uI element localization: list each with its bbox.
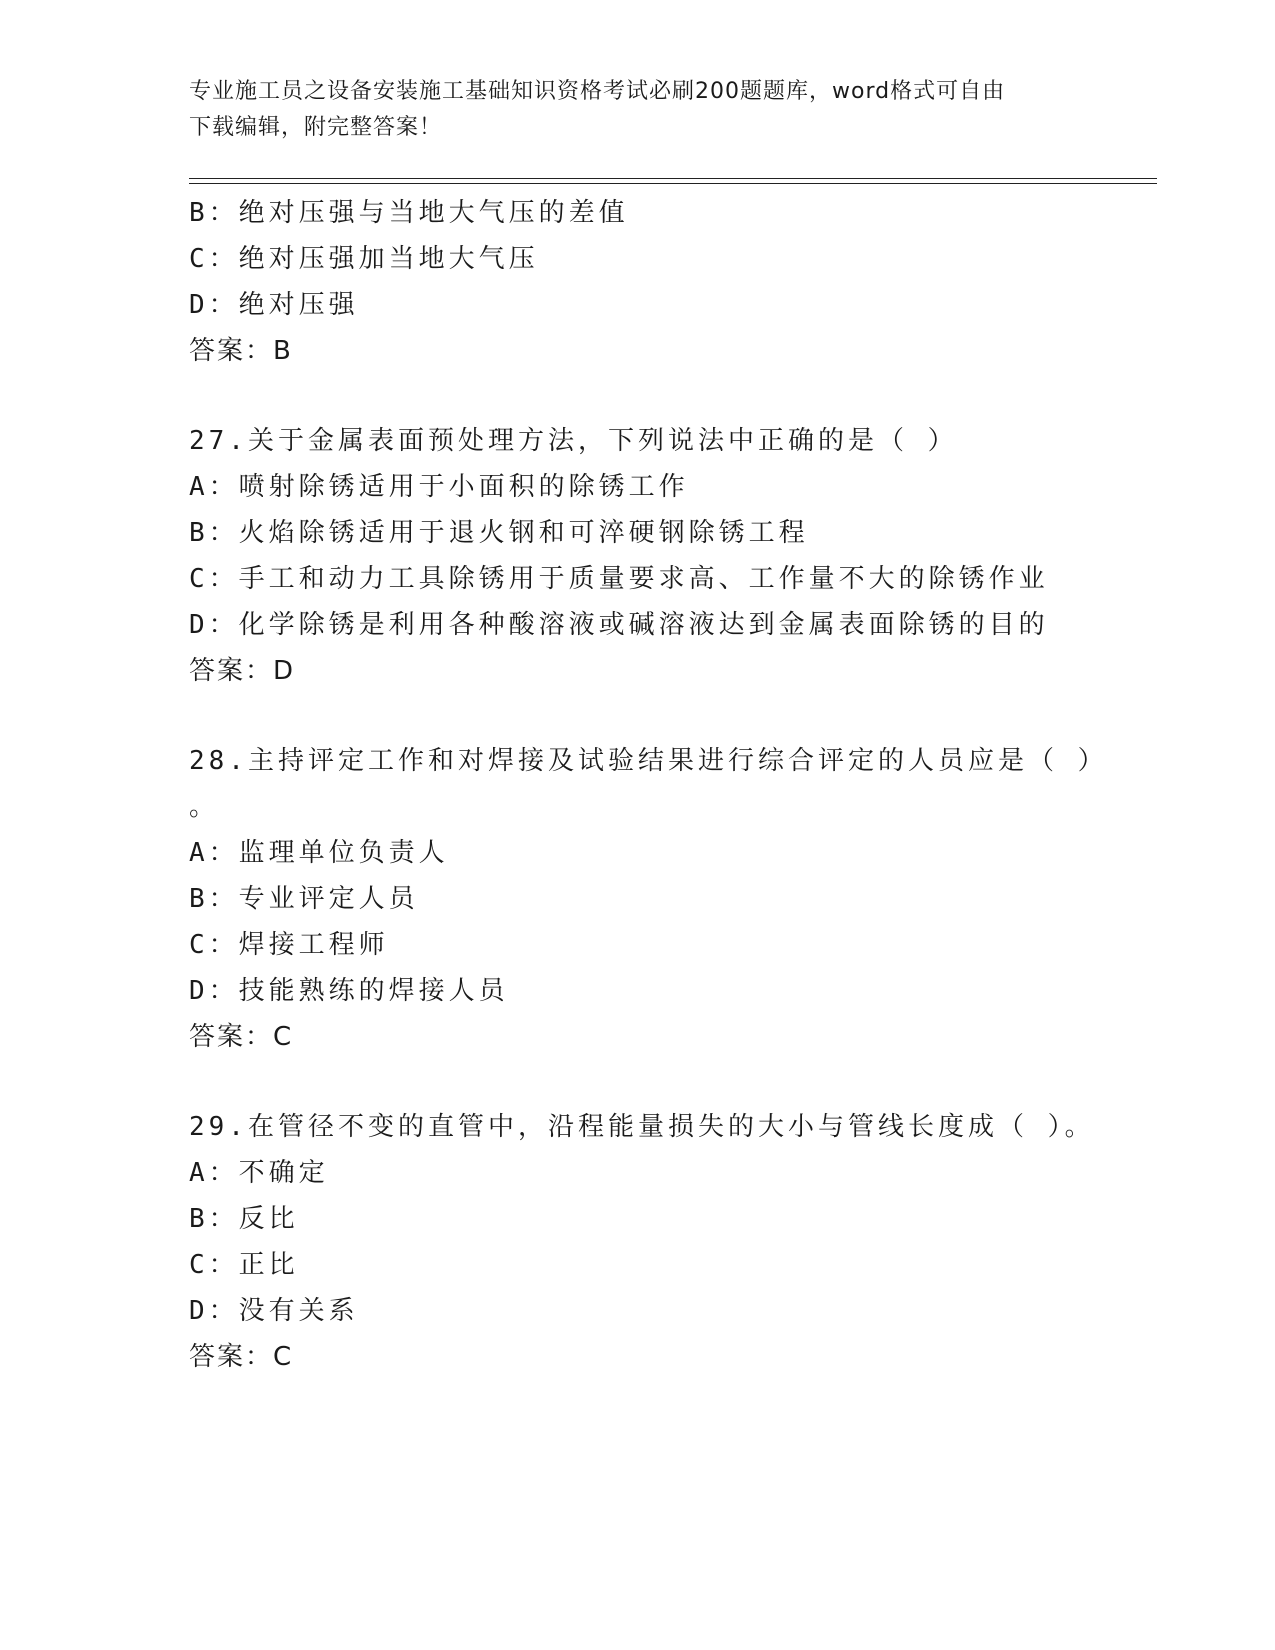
- option-d: D：没有关系: [189, 1296, 359, 1326]
- question-text: 29.在管径不变的直管中，沿程能量损失的大小与管线长度成（ ）。: [189, 1112, 1095, 1142]
- question-text-continued: 。: [189, 792, 220, 822]
- option-d: D：技能熟练的焊接人员: [189, 976, 509, 1006]
- option-d: D：绝对压强: [189, 290, 359, 320]
- page-header: [189, 74, 1089, 146]
- question-26-tail: [189, 190, 1157, 374]
- option-c: C：手工和动力工具除锈用于质量要求高、工作量不大的除锈作业: [189, 564, 1049, 594]
- question-text: 27.关于金属表面预处理方法，下列说法中正确的是（ ）: [189, 426, 958, 456]
- header-line-2: 下载编辑，附完整答案！: [189, 115, 443, 140]
- question-list: [189, 190, 1157, 1380]
- option-c: C：正比: [189, 1250, 299, 1280]
- question-27: [189, 418, 1157, 694]
- option-b: B：火焰除锈适用于退火钢和可淬硬钢除锈工程: [189, 518, 809, 548]
- spacer: [189, 1060, 1157, 1104]
- question-28: [189, 738, 1157, 1060]
- answer: 答案：D: [189, 656, 296, 686]
- header-line-1: 专业施工员之设备安装施工基础知识资格考试必刷200题题库，word格式可自由: [189, 79, 1006, 104]
- answer: 答案：C: [189, 1342, 294, 1372]
- option-b: B：反比: [189, 1204, 299, 1234]
- option-c: C：焊接工程师: [189, 930, 389, 960]
- header-rule-bottom: [189, 183, 1157, 184]
- spacer: [189, 694, 1157, 738]
- header-rule-top: [189, 178, 1157, 179]
- option-b: B：专业评定人员: [189, 884, 419, 914]
- option-c: C：绝对压强加当地大气压: [189, 244, 539, 274]
- answer: 答案：B: [189, 336, 293, 366]
- question-29: [189, 1104, 1157, 1380]
- option-b: B：绝对压强与当地大气压的差值: [189, 198, 629, 228]
- question-text: 28.主持评定工作和对焊接及试验结果进行综合评定的人员应是（ ）: [189, 746, 1108, 776]
- spacer: [189, 374, 1157, 418]
- option-a: A：监理单位负责人: [189, 838, 449, 868]
- answer: 答案：C: [189, 1022, 294, 1052]
- option-a: A：喷射除锈适用于小面积的除锈工作: [189, 472, 689, 502]
- option-d: D：化学除锈是利用各种酸溶液或碱溶液达到金属表面除锈的目的: [189, 610, 1049, 640]
- option-a: A：不确定: [189, 1158, 329, 1188]
